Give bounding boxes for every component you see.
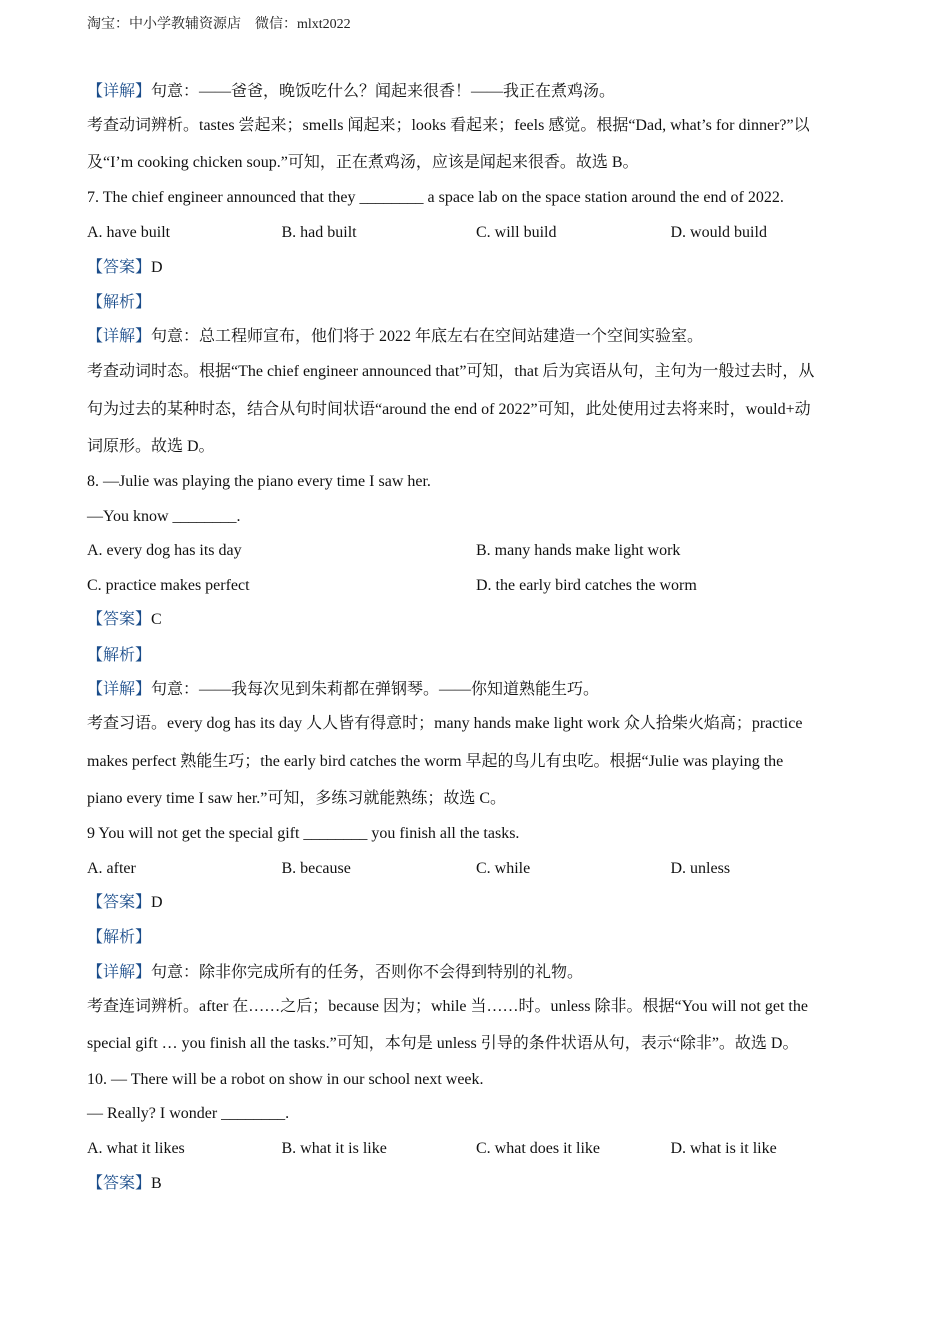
q8-answer [87, 610, 162, 630]
q10-question-line-2: — Really? I wonder ________. [87, 1105, 290, 1122]
q8-answer-tag: 【答案】 [87, 611, 152, 628]
q10-option-b: B. what it is like [281, 1140, 387, 1157]
q8-question-line-1: 8. —Julie was playing the piano every time I saw her. [87, 473, 431, 490]
q8-options-row-1 [87, 541, 865, 561]
q9-answer [87, 893, 163, 913]
q10-option-a: A. what it likes [87, 1140, 185, 1157]
q8-option-c: C. practice makes perfect [87, 577, 250, 594]
q7-question: 7. The chief engineer announced that they ________ a space lab on the space station around the end of 2022. [87, 189, 784, 206]
q10-option-c: C. what does it like [476, 1140, 600, 1157]
q8-analysis-tag: 【解析】 [87, 647, 152, 664]
q8-analysis-line-3: piano every time I saw her.”可知，多练习就能熟练；故选 C。 [87, 790, 507, 807]
q9-detail-text: 句意：除非你完成所有的任务，否则你不会得到特别的礼物。 [151, 964, 584, 981]
q7-detail [87, 327, 703, 347]
q7-detail-text: 句意：总工程师宣布，他们将于 2022 年底左右在空间站建造一个空间实验室。 [151, 328, 704, 345]
q7-answer [87, 258, 163, 278]
q8-analysis-line-2: makes perfect 熟能生巧；the early bird catches the worm 早起的鸟儿有虫吃。根据“Julie was playing the [87, 753, 784, 770]
q9-answer-value: D [151, 894, 163, 911]
q7-options [87, 223, 865, 243]
q8-option-b: B. many hands make light work [476, 542, 681, 559]
q8-detail [87, 680, 599, 700]
q7-detail-tag: 【详解】 [87, 328, 152, 345]
q7-option-a: A. have built [87, 224, 171, 241]
q9-answer-tag: 【答案】 [87, 894, 152, 911]
q8-answer-value: C [151, 611, 162, 628]
q10-answer-value: B [151, 1175, 162, 1192]
q7-answer-tag: 【答案】 [87, 259, 152, 276]
q10-option-d: D. what is it like [670, 1140, 777, 1157]
q9-options [87, 859, 865, 879]
q10-answer [87, 1174, 162, 1194]
q9-option-c: C. while [476, 860, 531, 877]
q7-analysis-line-2: 句为过去的某种时态，结合从句时间状语“around the end of 2022”可知，此处使用过去将来时，would+动 [87, 401, 811, 418]
q6-analysis-line-1: 考查动词辨析。tastes 尝起来；smells 闻起来；looks 看起来；feels 感觉。根据“Dad, what’s for dinner?”以 [87, 117, 810, 134]
q6-analysis-line-2: 及“I’m cooking chicken soup.”可知，正在煮鸡汤，应该是闻起来很香。故选 B。 [87, 154, 639, 171]
q9-analysis-line-1: 考查连词辨析。after 在……之后；because 因为；while 当……时。unless 除非。根据“You will not get the [87, 998, 808, 1015]
q9-analysis-line-2: special gift … you finish all the tasks.”可知，本句是 unless 引导的条件状语从句，表示“除非”。故选 D。 [87, 1035, 799, 1052]
q10-options [87, 1139, 865, 1159]
q7-analysis-line-3: 词原形。故选 D。 [87, 438, 215, 455]
q9-question: 9 You will not get the special gift ________ you finish all the tasks. [87, 825, 520, 842]
q9-option-d: D. unless [670, 860, 731, 877]
q7-analysis-tag: 【解析】 [87, 294, 152, 311]
q9-option-a: A. after [87, 860, 136, 877]
q9-detail [87, 963, 583, 983]
q9-detail-tag: 【详解】 [87, 964, 152, 981]
q7-option-c: C. will build [476, 224, 557, 241]
q8-options-row-2 [87, 576, 865, 596]
q8-detail-tag: 【详解】 [87, 681, 152, 698]
q9-analysis-tag: 【解析】 [87, 929, 152, 946]
q10-question-line-1: 10. — There will be a robot on show in our school next week. [87, 1071, 484, 1088]
page-header: 淘宝：中小学教辅资源店 微信：mlxt2022 [87, 17, 351, 32]
q8-detail-text: 句意：——我每次见到朱莉都在弹钢琴。——你知道熟能生巧。 [151, 681, 600, 698]
q9-option-b: B. because [281, 860, 351, 877]
q10-answer-tag: 【答案】 [87, 1175, 152, 1192]
q7-analysis-line-1: 考查动词时态。根据“The chief engineer announced that”可知，that 后为宾语从句，主句为一般过去时，从 [87, 363, 815, 380]
q8-option-d: D. the early bird catches the worm [476, 577, 697, 594]
q7-option-b: B. had built [281, 224, 357, 241]
q6-detail-text: 句意：——爸爸，晚饭吃什么？闻起来很香！——我正在煮鸡汤。 [151, 83, 616, 100]
q8-analysis-line-1: 考查习语。every dog has its day 人人皆有得意时；many hands make light work 众人拾柴火焰高；practice [87, 715, 803, 732]
q8-option-a: A. every dog has its day [87, 542, 242, 559]
q8-question-line-2: —You know ________. [87, 508, 241, 525]
q7-option-d: D. would build [670, 224, 767, 241]
q6-detail-tag: 【详解】 [87, 83, 152, 100]
q7-answer-value: D [151, 259, 163, 276]
q6-detail [87, 82, 615, 102]
